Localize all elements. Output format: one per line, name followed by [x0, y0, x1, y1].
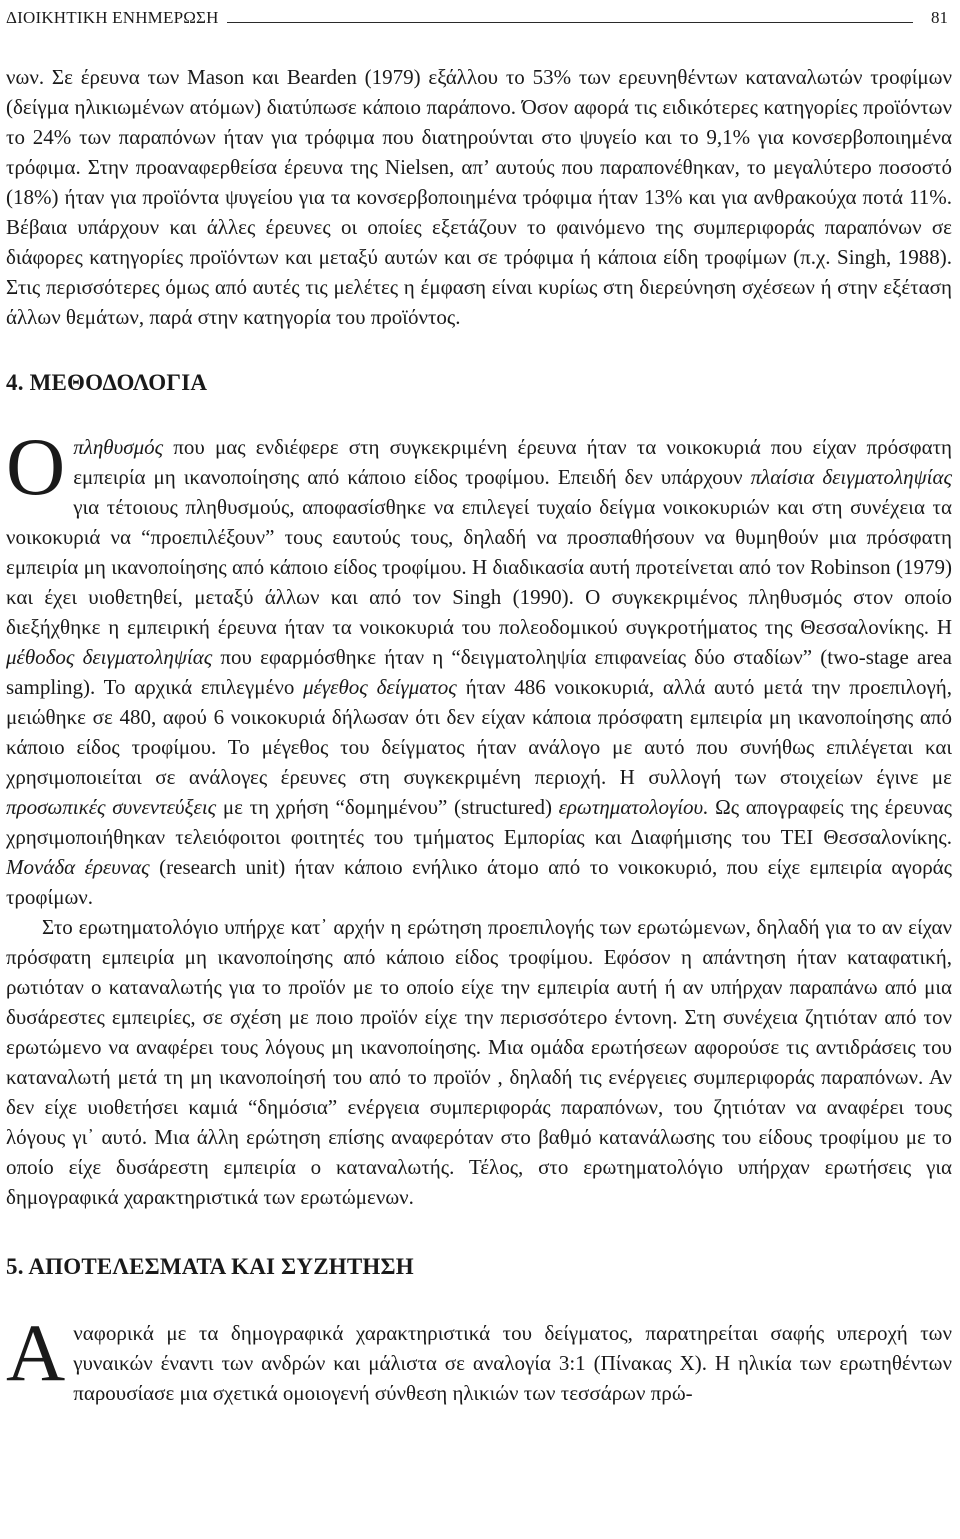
results-paragraph-1: [6, 1307, 952, 1408]
italic-term: Μονάδα έρευνας: [6, 855, 150, 879]
running-title: ΔΙΟΙΚΗΤΙΚΗ ΕΝΗΜΕΡΩΣΗ: [6, 8, 219, 27]
italic-term: μέγεθος δείγματος: [303, 675, 457, 699]
text-run: ήταν 486 νοικοκυριά, αλλά αυτό μετά την προεπιλογή, μειώθηκε σε 480, αφού 6 νοικοκυριά δήλωσαν ότι δεν είχαν κάποια πρόσφατη εμπειρία μη ικανοποίησης από κάποιο είδος τροφίμου. Το μέγεθος του δείγματος ήταν ανάλογο με αυτό που συνήθως επιλέγεται και χρησιμοποιείται σε ανάλογες έρευνες στη συγκεκριμένη περιοχή. Η συλλογή των στοιχείων έγινε με: [6, 675, 952, 789]
text-run: (research unit) ήταν κάποιο ενήλικο άτομο από το νοικοκυριό, που είχε εμπειρία αγοράς τροφίμων.: [6, 855, 952, 909]
section-heading-methodology: 4. ΜΕΘΟΔΟΛΟΓΙΑ: [6, 370, 208, 395]
section-heading-results: 5. ΑΠΟΤΕΛΕΣΜΑΤΑ ΚΑΙ ΣΥΖΗΤΗΣΗ: [6, 1254, 414, 1279]
italic-term: πληθυσμός: [73, 435, 164, 459]
italic-term: προσωπικές συνεντεύξεις: [6, 795, 217, 819]
article-body: [6, 62, 952, 1408]
text-run: που μας ενδιέφερε στη συγκεκριμένη έρευνα ήταν τα νοικοκυριά που είχαν πρόσφατη εμπειρία μη ικανοποίησης από κάποιο είδος τροφίμου. Επειδή δεν υπάρχουν: [73, 435, 952, 489]
italic-term: μέθοδος δειγματοληψίας: [6, 645, 213, 669]
dropcap-letter: Α: [6, 1307, 66, 1398]
text-run: για τέτοιους πληθυσμούς, αποφασίσθηκε να επιλεγεί τυχαίο δείγμα νοικοκυριών και στη συνέχεια τα νοικοκυριά να “προεπιλέξουν” τους εαυτούς τους, δηλαδή να προσπαθήσουν να θυμηθούν μια πρόσφατη εμπειρία μη ικανοποίησης από κάποιο είδος τροφίμου. Η διαδικασία αυτή προτείνεται από τον Robinson (1979) και έχει υιοθετηθεί, μεταξύ άλλων και από τον Singh (1990). Ο συγκεκριμένος πληθυσμός στον οποίο διεξήχθηκε η εμπειρική έρευνα ήταν τα νοικοκυριά του πολεοδομικού συγκροτήματος της Θεσσαλονίκης. Η: [6, 495, 952, 639]
text-run: με τη χρήση “δομημένου” (structured): [216, 795, 559, 819]
italic-term: πλαίσια δειγματοληψίας: [750, 465, 952, 489]
dropcap-letter: Ο: [6, 421, 66, 512]
running-header: [6, 0, 952, 28]
page-number: 81: [931, 8, 948, 27]
italic-term: ερωτηματολογίου.: [558, 795, 709, 819]
text-run: που εφαρμόσθηκε ήταν η “δειγματοληψία επιφανείας δύο σταδίων” (two-stage area sampling). Το αρχικά επιλεγμένο: [6, 645, 952, 699]
text-run: ναφορικά με τα δημογραφικά χαρακτηριστικά του δείγματος, παρατηρείται σαφής υπεροχή των γυναικών έναντι των ανδρών και μάλιστα σε αναλογία 3:1 (Πίνακας Χ). Η ηλικία των ερωτηθέντων παρουσίασε μια σχετικά ομοιογενή σύνθεση ηλικιών των τεσσάρων πρώ-: [73, 1321, 952, 1405]
intro-paragraph: νων. Σε έρευνα των Mason και Bearden (1979) εξάλλου το 53% των ερευνηθέντων καταναλωτών τροφίμων (δείγμα ηλικιωμένων ατόμων) διατύπωσε κάποιο παράπονο. Όσον αφορά τις ειδικότερες κατηγορίες προϊόντων το 24% των παραπόνων ήταν για τρόφιμα που διατηρούνται στο ψυγείο και το 9,1% για κονσερβοποιημένα τρόφιμα. Στην προαναφερθείσα έρευνα της Nielsen, απ’ αυτούς που παραπονέθηκαν, το μεγαλύτερο ποσοστό (18%) ήταν για προϊόντα ψυγείου για τα κονσερβοποιημένα τρόφιμα ήταν 13% και για ανθρακούχα ποτά 11%. Βέβαια υπάρχουν και άλλες έρευνες οι οποίες εξετάζουν το φαινόμενο της συμπεριφοράς παραπόνων σε διάφορες κατηγορίες προϊόντων και μεταξύ αυτών και σε τρόφιμα ή κάποια είδη τροφίμων (π.χ. Singh, 1988). Στις περισσότερες όμως από αυτές τις μελέτες η έμφαση είναι κυρίως στη διερεύνηση σχέσεων ή στην εξέταση άλλων θεμάτων, παρά στην κατηγορία του προϊόντος.: [6, 65, 952, 329]
methodology-paragraph-1: [6, 421, 952, 912]
methodology-paragraph-2: Στο ερωτηματολόγιο υπήρχε κατ᾽ αρχήν η ερώτηση προεπιλογής των ερωτώμενων, δηλαδή για το αν είχαν πρόσφατη εμπειρία μη ικανοποίησης από κάποιο είδος τροφίμου. Εφόσον η απάντηση ήταν καταφατική, ρωτιόταν ο καταναλωτής για το προϊόν με το οποίο είχε την εμπειρία αυτή ή αν υπήρχαν παραπάνω από μια δυσάρεστες εμπειρίες, σε σχέση με ποιο προϊόν είχε την περισσότερο έντονη. Στη συνέχεια ζητιόταν από τον ερωτώμενο να αναφέρει τους λόγους μη ικανοποίησης. Μια ομάδα ερωτήσεων αφορούσε τις αντιδράσεις του καταναλωτή μετά τη μη ικανοποίησή του από το προϊόν , δηλαδή τις ενέργειες συμπεριφοράς παραπόνων. Αν δεν είχε υιοθετήσει καμιά “δημόσια” ενέργεια συμπεριφοράς παραπόνων, του ζητιόταν να αναφέρει τους λόγους γι᾽ αυτό. Μια άλλη ερώτηση επίσης αναφερόταν στο βαθμό κατανάλωσης του είδους τροφίμου με το οποίο είχε δυσάρεστη εμπειρία ο καταναλωτής. Τέλος, στο ερωτηματολόγιο υπήρχαν ερωτήσεις για δημογραφικά χαρακτηριστικά των ερωτώμενων.: [6, 915, 952, 1209]
header-rule: [227, 22, 913, 23]
text-run: Ως απογραφείς της έρευνας χρησιμοποιήθηκαν τελειόφοιτοι φοιτητές του τμήματος Εμπορίας και Διαφήμισης του ΤΕΙ Θεσσαλονίκης.: [6, 795, 952, 849]
